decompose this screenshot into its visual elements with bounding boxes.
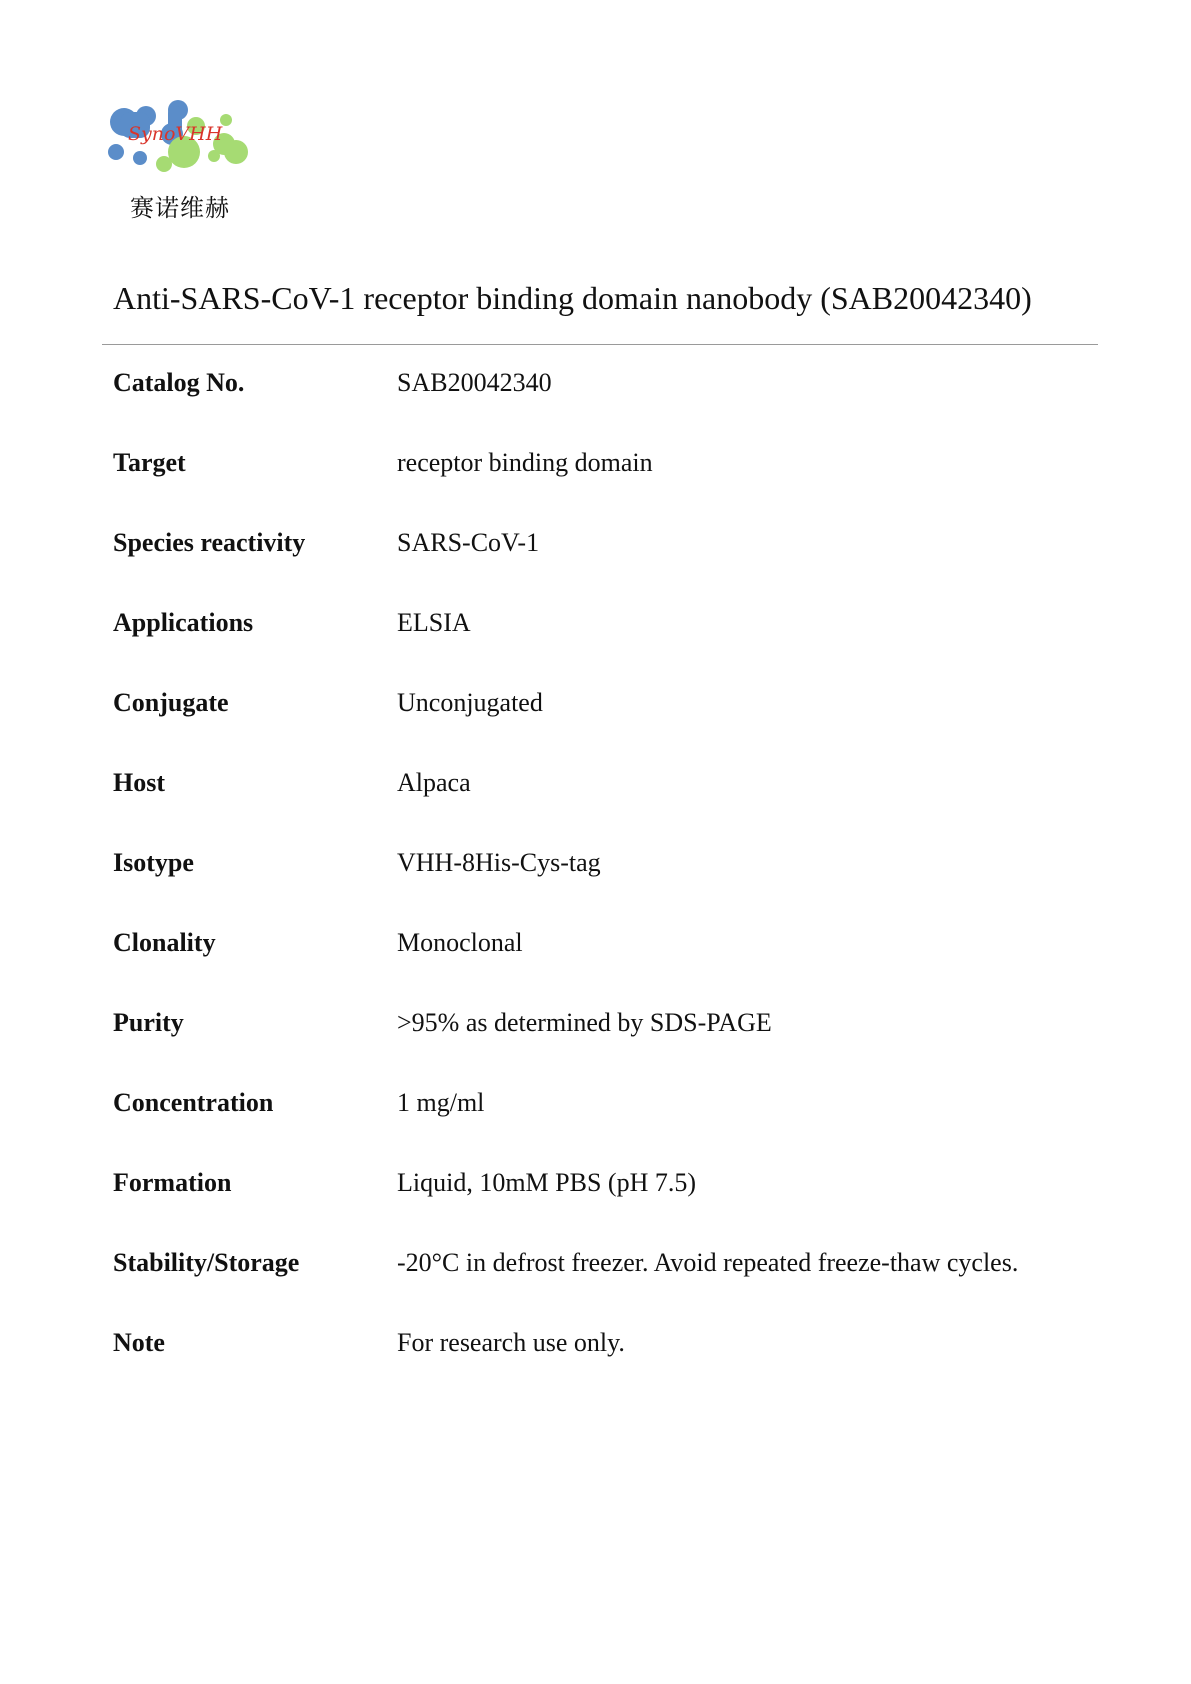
spec-value: SARS-CoV-1 [397,528,540,557]
spec-value: SAB20042340 [397,368,552,397]
logo-chinese-name: 赛诺维赫 [130,194,230,222]
spec-label: Applications [113,608,254,637]
spec-label: Conjugate [113,688,229,717]
spec-value: 1 mg/ml [397,1088,485,1117]
spec-label: Formation [113,1168,232,1197]
spec-value: >95% as determined by SDS-PAGE [397,1008,772,1037]
spec-value: Unconjugated [397,688,543,717]
spec-row-host [113,768,1103,848]
spec-label: Host [113,768,165,797]
spec-label: Stability/Storage [113,1248,300,1277]
spec-row-conjugate [113,688,1103,768]
spec-label: Isotype [113,848,194,877]
spec-value: ELSIA [397,608,471,637]
spec-label: Species reactivity [113,528,306,557]
spec-value: VHH-8His-Cys-tag [397,848,601,877]
page-title: Anti-SARS-CoV-1 receptor binding domain nanobody (SAB20042340) [113,280,1032,316]
spec-value: -20°C in defrost freezer. Avoid repeated freeze-thaw cycles. [397,1248,1019,1277]
spec-row-species-reactivity [113,528,1103,608]
synovhh-logo-mark [108,96,258,186]
logo-brand-text: SynoVHH [128,123,223,145]
spec-row-purity [113,1008,1103,1088]
spec-value: Liquid, 10mM PBS (pH 7.5) [397,1168,697,1197]
spec-label: Clonality [113,928,216,957]
spec-value: receptor binding domain [397,448,653,477]
spec-row-clonality [113,928,1103,1008]
spec-row-isotype [113,848,1103,928]
spec-label: Target [113,448,186,477]
spec-value: For research use only. [397,1328,625,1357]
spec-row-formation [113,1168,1103,1248]
spec-row-catalog-no [113,368,1103,448]
spec-row-note [113,1328,1103,1408]
spec-row-stability-storage [113,1248,1103,1328]
spec-value: Monoclonal [397,928,523,957]
spec-label: Catalog No. [113,368,245,397]
spec-row-applications [113,608,1103,688]
spec-row-target [113,448,1103,528]
spec-label: Purity [113,1008,184,1037]
spec-label: Concentration [113,1088,274,1117]
title-divider [102,344,1098,345]
spec-row-concentration [113,1088,1103,1168]
spec-table [113,368,1103,1408]
spec-value: Alpaca [397,768,471,797]
company-logo [108,96,258,226]
spec-label: Note [113,1328,165,1357]
